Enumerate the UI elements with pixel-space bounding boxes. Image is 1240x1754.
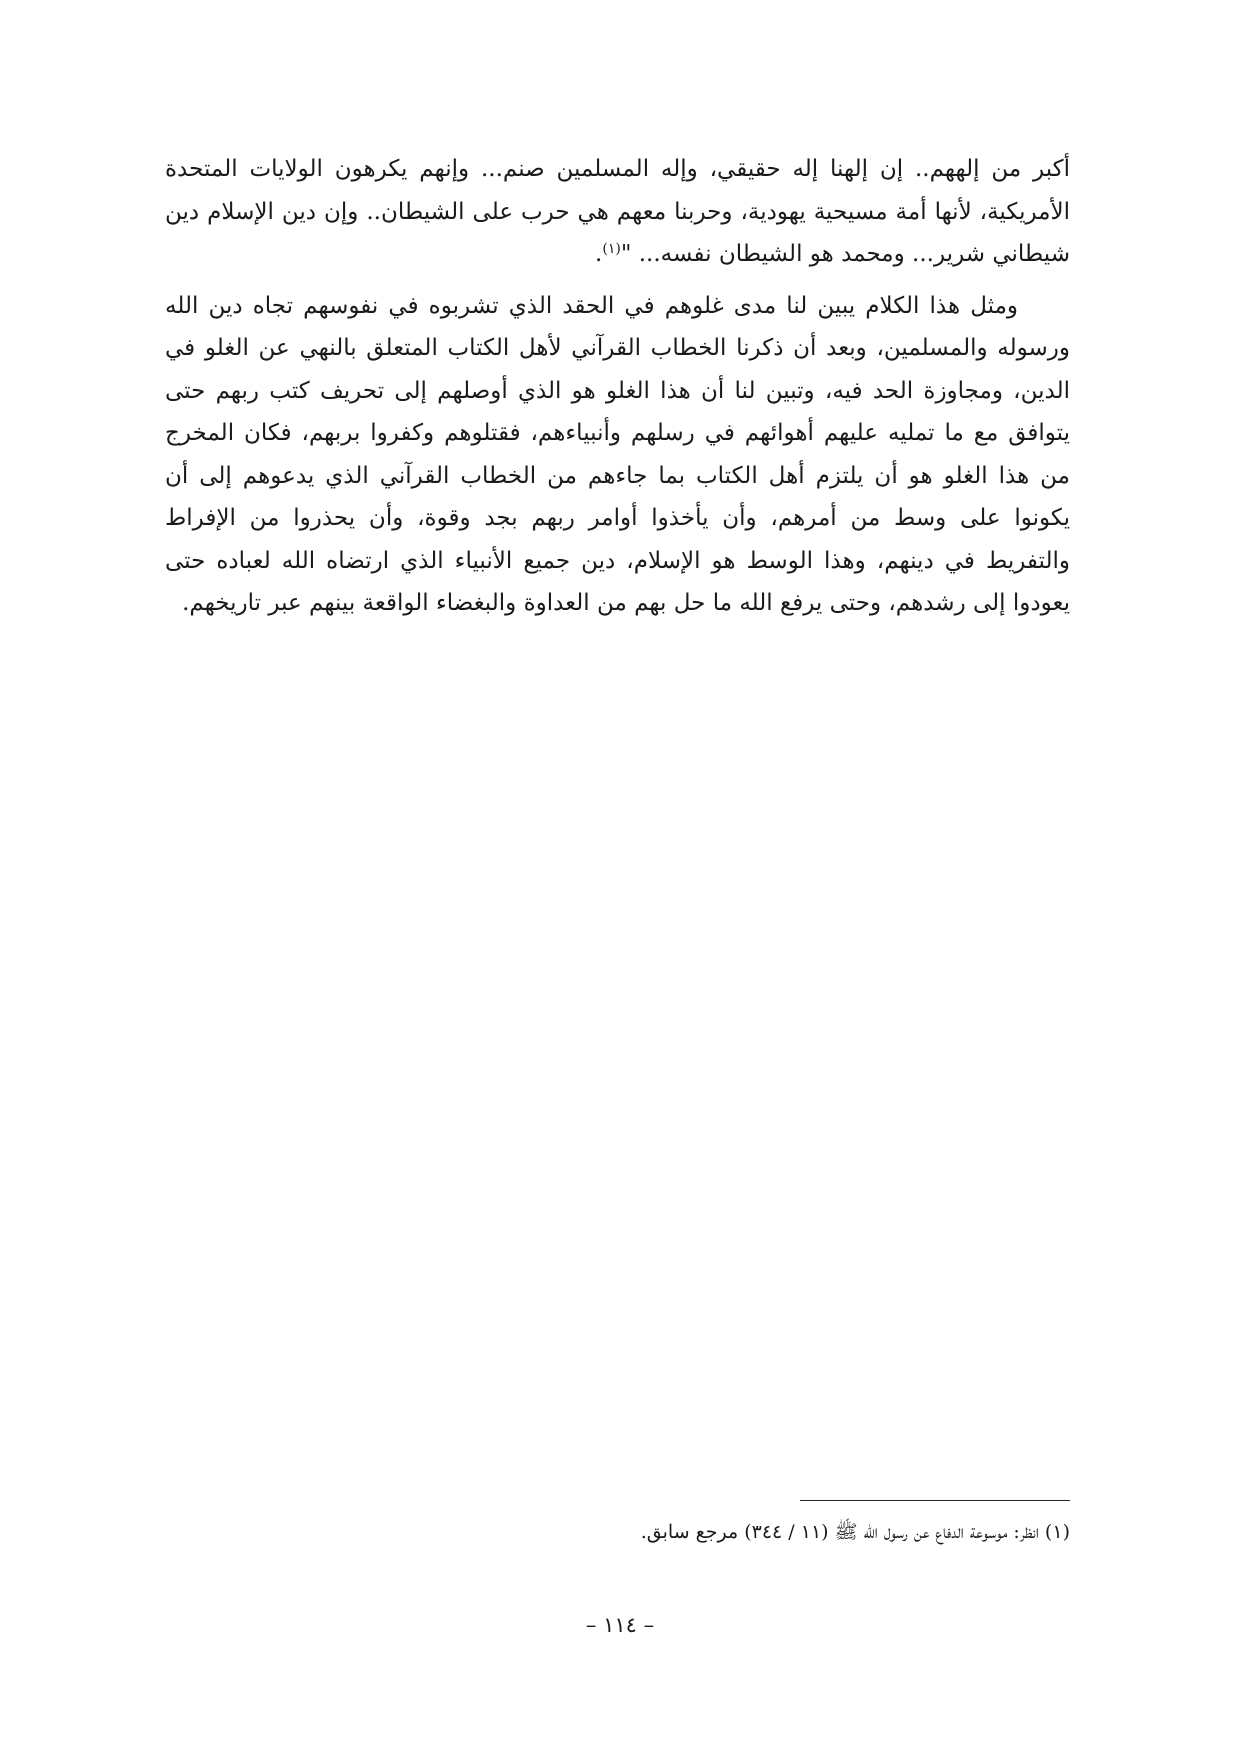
footnote-1: (١) انظر: موسوعة الدفاع عن رسول الله ﷺ (١١ / ٣٤٤) مرجع سابق. xyxy=(640,1521,1070,1543)
paragraph-quote-continuation xyxy=(165,148,1070,276)
page-number: – ١١٤ – xyxy=(585,1613,655,1637)
paragraph-1-text: أكبر من إلههم.. إن إلهنا إله حقيقي، وإله المسلمين صنم... وإنهم يكرهون الولايات المتحدة الأمريكية، لأنها أمة مسيحية يهودية، وحربنا معهم هي حرب على الشيطان.. وإن دين الإسلام دين شيطاني شرير... ومحمد هو الشيطان نفسه... " xyxy=(165,156,1070,267)
paragraph-1-end: . xyxy=(595,241,603,267)
footnote-separator xyxy=(800,1500,1070,1501)
main-text xyxy=(165,148,1070,625)
footnote-reference[interactable]: (١) xyxy=(602,241,621,257)
paragraph-2: ومثل هذا الكلام يبين لنا مدى غلوهم في الحقد الذي تشربوه في نفوسهم تجاه دين الله ورسوله والمسلمين، وبعد أن ذكرنا الخطاب القرآني لأهل الكتاب المتعلق بالنهي عن الغلو في الدين، ومجاوزة الحد فيه، وتبين لنا أن هذا الغلو هو الذي أوصلهم إلى تحريف كتب ربهم حتى يتوافق مع ما تمليه عليهم أهوائهم في رسلهم وأنبياءهم، فقتلوهم وكفروا بربهم، فكان المخرج من هذا الغلو هو أن يلتزم أهل الكتاب بما جاءهم من الخطاب القرآني الذي يدعوهم إلى أن يكونوا على وسط من أمرهم، وأن يأخذوا أوامر ربهم بجد وقوة، وأن يحذروا من الإفراط والتفريط في دينهم، وهذا الوسط هو الإسلام، دين جميع الأنبياء الذي ارتضاه الله لعباده حتى يعودوا إلى رشدهم، وحتى يرفع الله ما حل بهم من العداوة والبغضاء الواقعة بينهم عبر تاريخهم. xyxy=(165,292,1070,616)
